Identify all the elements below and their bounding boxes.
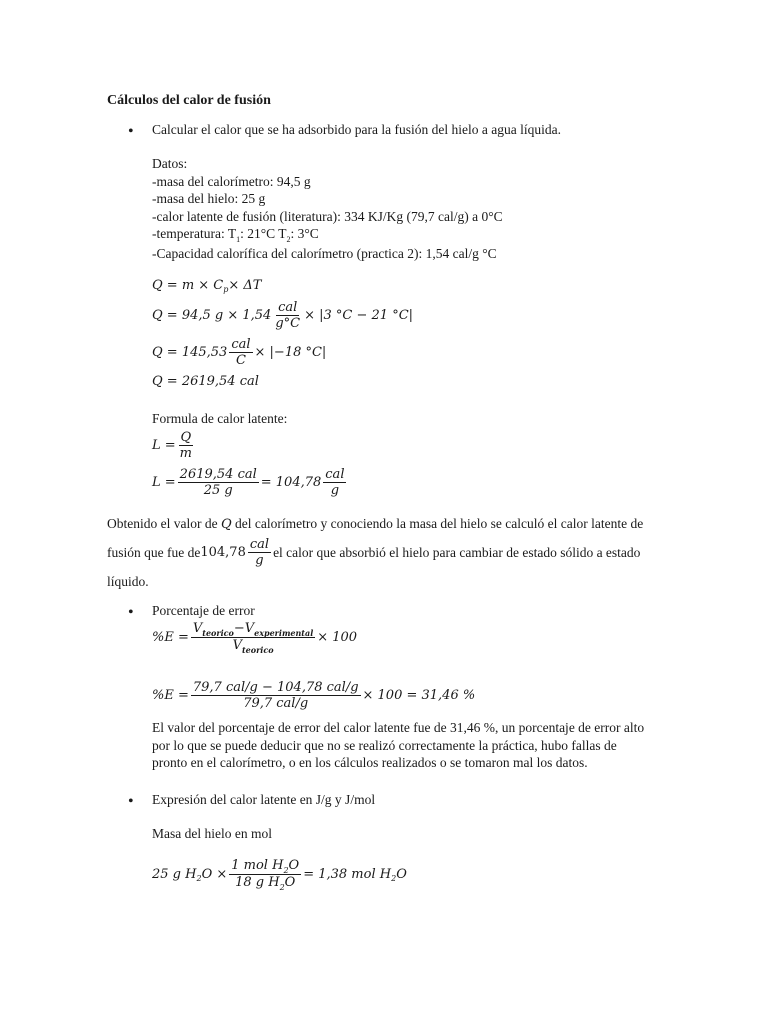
datos-line-calor-latente: -calor latente de fusión (literatura): 334 KJ/Kg (79,7 cal/g) a 0°C [152, 208, 503, 224]
latent-heat-label: Formula de calor latente: [152, 411, 288, 426]
bullet-text-porcentaje: Porcentaje de error [152, 603, 255, 618]
error-explanation-line: El valor del porcentaje de error del calor latente fue de 31,46 %, un porcentaje de error alto [152, 720, 645, 735]
mol-label: Masa del hielo en mol [152, 826, 272, 841]
equation-error-formula: %E = $\frac{V_{teorico}-V_{experimental}}{V_{teorico}}$ × 100 [152, 621, 358, 655]
bullet-text-expresion: Expresión del calor latente en J/g y J/mol [152, 792, 376, 807]
datos-block [152, 155, 503, 262]
datos-line-capacidad: -Capacidad calorífica del calorímetro (practica 2): 1,54 cal/g °C [152, 245, 497, 261]
error-explanation [152, 719, 644, 772]
error-explanation-line: pronto en el calorímetro, o en los cálculos realizados o se tomaron mal los datos. [152, 755, 588, 770]
bullet-text-calcular: Calcular el calor que se ha adsorbido para la fusión del hielo a agua líquida. [152, 122, 561, 137]
section-heading: Cálculos del calor de fusión [107, 93, 271, 108]
equation-q-substituted: Q = 94,5 g × 1,54 $\frac{\text{cal}}{g^\circ C}$ × |3 °C − 21 °C| [152, 300, 414, 331]
datos-line-temperatura: -temperatura: $T_1$: 21°C $T_2$: 3°C [152, 226, 319, 244]
paragraph-line-3: líquido. [107, 574, 149, 589]
datos-title: Datos: [152, 156, 188, 171]
paragraph-line-1: Obtenido el valor de Q del calorímetro y conociendo la masa del hielo se calculó el calor latente de [107, 516, 644, 532]
bullet-marker: • [128, 123, 134, 140]
paragraph-line-2: fusión que fue de 104,78 $\frac{\text{cal}}{g}$ el calor que absorbió el hielo para cambiar de estado sólido a estado [107, 537, 641, 568]
datos-line-masa-calorimetro: -masa del calorímetro: 94,5 g [152, 173, 311, 189]
equation-q-general: Q = m × C p × ΔT [152, 278, 262, 294]
error-explanation-line: por lo que se puede deducir que no se realizó correctamente la práctica, hubo fallas de [152, 737, 617, 753]
equation-latent-result: L = $\frac{\text{2619,54 cal}}{25 g}$ = 104,78 $\frac{\text{cal}}{g}$ [152, 467, 345, 498]
equation-latent-formula: L = $\frac{Q}{m}$ [152, 430, 192, 461]
equation-q-simplified: Q = 145,53 $\frac{\text{cal}}{C}$ × |−18 °C| [152, 337, 327, 368]
bullet-marker: • [128, 604, 134, 621]
bullet-marker: • [128, 793, 134, 810]
equation-mol-conversion: 25 g H 2 O × $\frac{1 mol H_2O}{18 g H_2O}$ = 1,38 mol H 2 O [152, 858, 407, 892]
equation-error-result: %E = $\frac{\text{79,7 cal/g − 104,78 cal/g}}{\text{79,7 cal/g}}$ × 100 = 31,46 % [152, 680, 476, 711]
equation-q-result: Q = 2619,54 cal [152, 374, 259, 389]
datos-line-masa-hielo: -masa del hielo: 25 g [152, 191, 266, 206]
